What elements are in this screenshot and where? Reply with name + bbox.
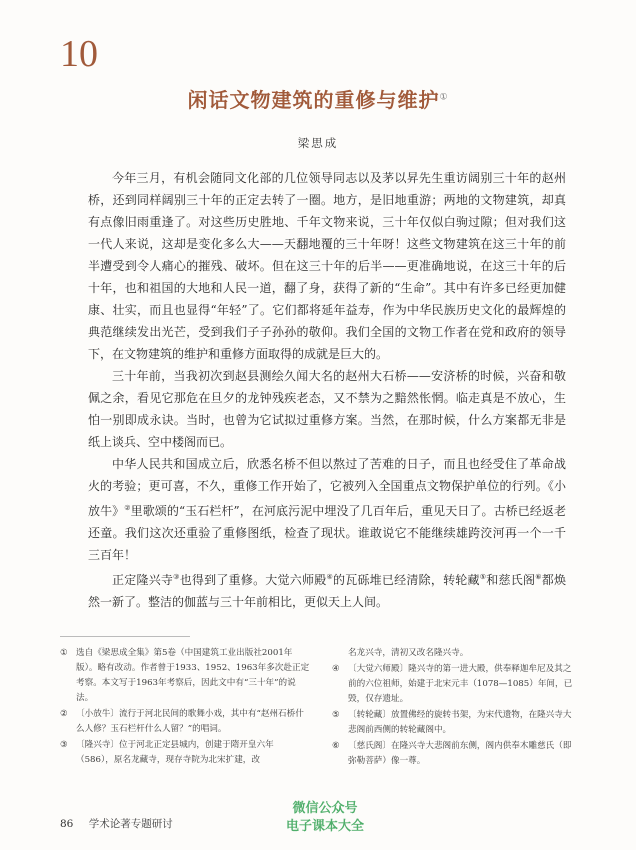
footnote-mark: ⑤ bbox=[332, 710, 340, 720]
footnote bbox=[60, 646, 310, 706]
footnote bbox=[332, 646, 580, 661]
paragraph-text: 里歌颂的“玉石栏杆”，在河底污泥中埋没了几百年后，重见天日了。古桥已经返老还童。我们这次还重验了重修图纸，检查了现状。谁敢说它不能继续雄跨洨河再一个一千三百年！ bbox=[88, 504, 566, 562]
footnote bbox=[332, 708, 580, 738]
paragraph-text: 也得到了重修。大觉六师殿 bbox=[179, 573, 327, 587]
footnote-ref: ③ bbox=[173, 573, 180, 581]
title-text: 闲话文物建筑的重修与维护 bbox=[187, 88, 440, 112]
paragraph-text: 和慈氏阁 bbox=[486, 573, 536, 587]
footnote-ref: ⑤ bbox=[479, 573, 487, 581]
chapter-number: 10 bbox=[60, 33, 98, 75]
footnote-text: 名龙兴寺，清初又改名隆兴寺。 bbox=[348, 648, 469, 658]
page-footer bbox=[60, 816, 173, 831]
footnote-mark: ④ bbox=[332, 664, 340, 674]
footnote bbox=[60, 738, 310, 768]
author: 梁思成 bbox=[297, 136, 339, 150]
paragraph-text: 正定隆兴寺 bbox=[112, 573, 174, 587]
paragraph-text: 今年三月，有机会随同文化部的几位领导同志以及茅以昇先生重访阔别三十年的赵州桥，还到同样阔别三十年的正定去转了一圈。地方，是旧地重游；两地的文物建筑，却真有点像旧雨重逢了。对这些历史胜地、千年文物来说，三十年仅似白驹过隙；但对我们这一代人来说，这却是变化多么大——天翻地覆的三十年呀！这些文物建筑在这三十年的前半遭受到令人痛心的摧残、破坏。但在这三十年的后半——更准确地说，在这三十年的后十年，也和祖国的大地和人民一道，翻了身，获得了新的“生命”。其中有许多已经更加健康、壮实，而且也显得“年轻”了。它们都将延年益寿，作为中华民族历史文化的最辉煌的典范继续发出光芒，受到我们子子孙孙的敬仰。我们全国的文物工作者在党和政府的领导下，在文物建筑的维护和重修方面取得的成就是巨大的。 bbox=[88, 171, 566, 361]
footer-section-title: 学术论著专题研讨 bbox=[88, 818, 173, 830]
footnote-ref: ② bbox=[124, 504, 131, 512]
footnote-ref: ④ bbox=[326, 573, 333, 581]
watermark-line2: 电子课本大全 bbox=[285, 819, 364, 834]
footnote bbox=[332, 662, 580, 707]
watermark-line1: 微信公众号 bbox=[292, 801, 358, 816]
paragraph-text: 三十年前，当我初次到赵县测绘久闻大名的赵州大石桥——安济桥的时候，兴奋和敬佩之余，看见它那危在旦夕的龙钟残疾老态，又不禁为之黯然怅惘。临走真是不放心，生怕一别即成永诀。当时，也曾为它试拟过重修方案。当然，在那时候，什么方案都无非是纸上谈兵、空中楼阁而已。 bbox=[88, 369, 566, 449]
footnote-ref: ⑥ bbox=[535, 573, 542, 581]
article-title bbox=[0, 84, 636, 113]
footnote-text: 〔小放牛〕流行于河北民间的歌舞小戏，其中有“赵州石桥什么人修？玉石栏杆什么人留？”的唱词。 bbox=[76, 709, 304, 734]
title-footnote-mark: ① bbox=[439, 92, 449, 103]
footnote-mark: ① bbox=[60, 648, 68, 658]
footnote-mark: ⑥ bbox=[332, 741, 340, 751]
footnote-text: 〔隆兴寺〕位于河北正定县城内，创建于隋开皇六年（586），原名龙藏寺，现存寺院为北宋扩建，改 bbox=[76, 740, 274, 765]
body-paragraph bbox=[88, 453, 566, 566]
footnote bbox=[60, 707, 310, 737]
footnote bbox=[332, 739, 580, 769]
body-paragraph bbox=[88, 167, 566, 365]
paragraph-text: 的瓦砾堆已经清除，转轮藏 bbox=[332, 573, 480, 587]
paragraph-text: 都焕然一新了。整洁的伽蓝与三十年前相比，更似天上人间。 bbox=[88, 573, 566, 609]
watermark bbox=[250, 800, 400, 836]
paragraph-text: 中华人民共和国成立后，欣悉名桥不但以熬过了苦难的日子，而且也经受住了革命战火的考验；更可喜，不久，重修工作开始了，它被列入全国重点文物保护单位的行列。《小放牛》 bbox=[88, 457, 566, 518]
footnote-text: 〔转轮藏〕放置佛经的旋转书架，为宋代遗物，在隆兴寺大悲阁前西侧的转轮藏阁中。 bbox=[348, 710, 572, 735]
footnotes-left-column bbox=[60, 646, 310, 769]
page-number: 86 bbox=[60, 818, 74, 830]
footnote-text: 〔大觉六师殿〕隆兴寺的第一进大殿，供奉释迦牟尼及其之前的六位祖师，始建于北宋元丰（1078—1085）年间，已毁，仅存遗址。 bbox=[348, 664, 573, 704]
footnote-text: 〔慈氏阁〕在隆兴寺大悲阁前东侧，阁内供奉木雕慈氏（即弥勒菩萨）像一尊。 bbox=[348, 741, 572, 766]
footnote-mark: ③ bbox=[60, 740, 68, 750]
article-body bbox=[88, 167, 566, 613]
footnote-mark bbox=[332, 646, 348, 661]
body-paragraph bbox=[88, 566, 566, 613]
body-paragraph bbox=[88, 365, 566, 453]
footnote-rule bbox=[60, 636, 190, 637]
footnote-text: 选自《梁思成全集》第5卷（中国建筑工业出版社2001年版）。略有改动。作者曾于1933、1952、1963年多次赴正定考察。本文写于1963年考察后，因此文中有“三十年”的说法。 bbox=[76, 648, 310, 703]
footnote-mark: ② bbox=[60, 709, 68, 719]
footnotes-right-column bbox=[332, 646, 580, 770]
